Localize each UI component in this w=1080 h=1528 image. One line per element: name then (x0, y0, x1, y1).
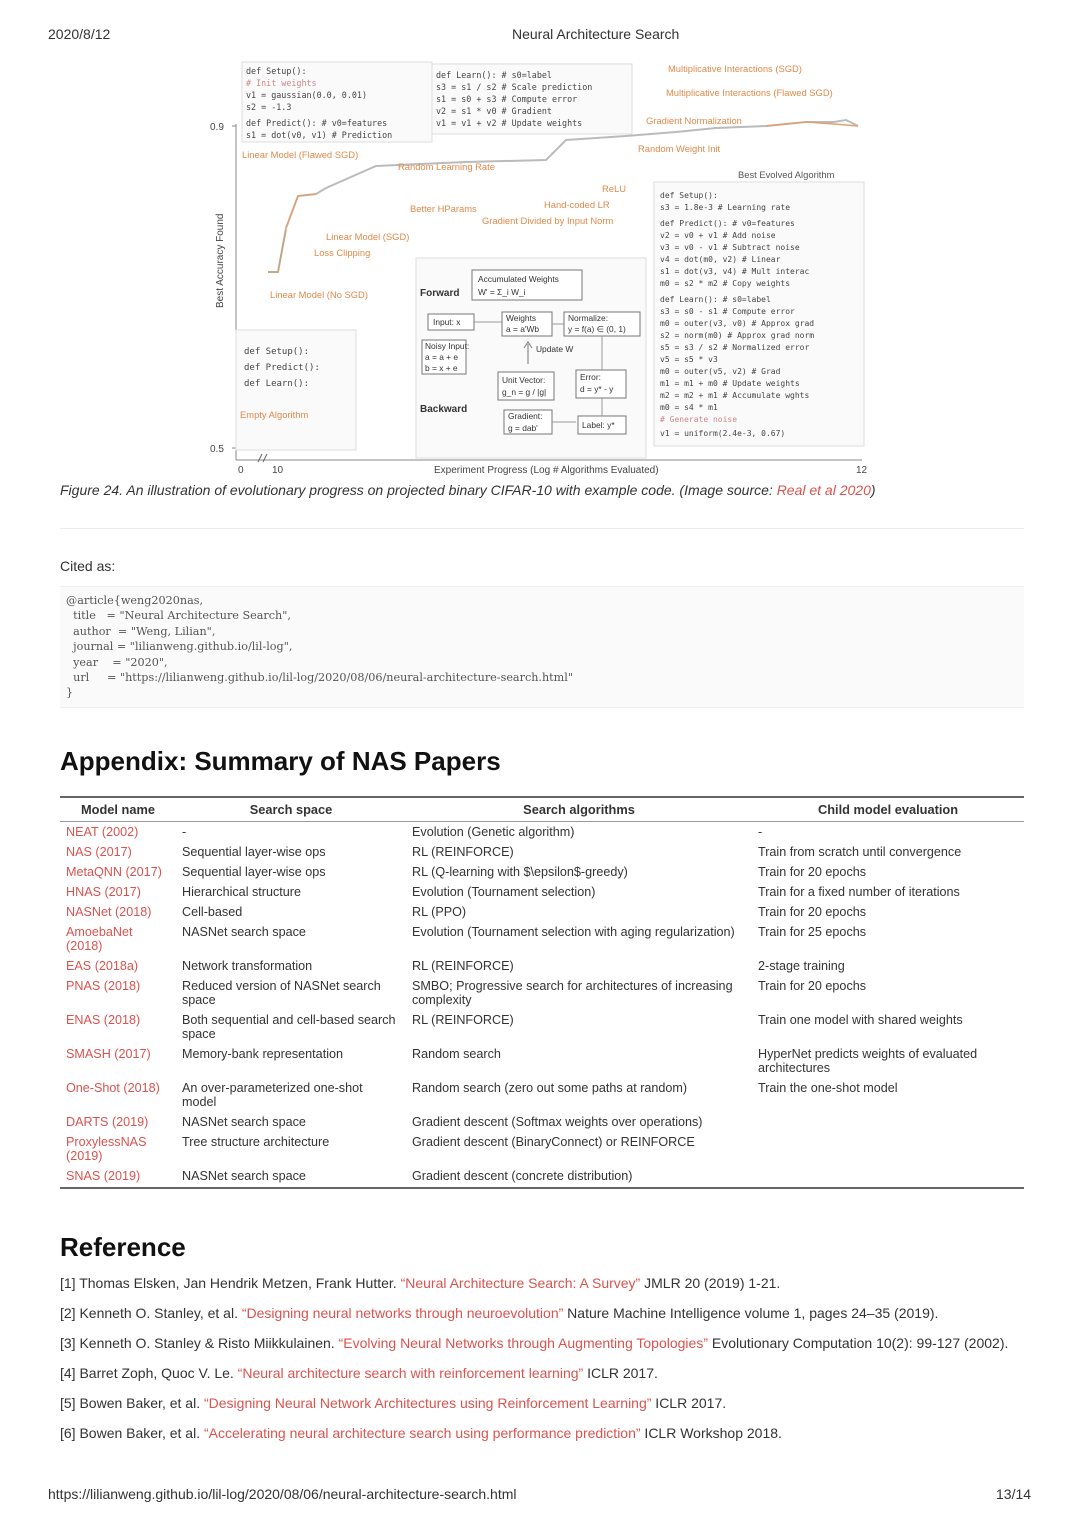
table-body (60, 822, 1024, 1189)
noisy-eq1: a = a + e (425, 352, 459, 362)
acc-weights: Accumulated Weights (478, 274, 559, 284)
annotation: Gradient Normalization (646, 115, 742, 126)
table-row (60, 976, 1024, 1010)
code-line: def Learn(): (244, 379, 310, 389)
y-axis-label: Best Accuracy Found (215, 213, 226, 308)
reference-link[interactable]: “Designing Neural Network Architectures using Reinforcement Learning” (203, 1395, 652, 1411)
noisy-box: Noisy Input: (425, 341, 470, 351)
table-cell: - (758, 825, 763, 839)
annotation: Linear Model (No SGD) (270, 289, 368, 300)
table-cell (752, 1132, 1024, 1166)
code-line: def Predict(): # v0=features (246, 118, 388, 128)
annotation: Random Weight Init (638, 143, 721, 154)
model-name-link[interactable]: PNAS (2018) (66, 979, 141, 993)
divider (60, 528, 1024, 529)
reference-venue: Evolutionary Computation 10(2): 99-127 (2002). (707, 1335, 1009, 1351)
code-line: m1 = m1 + m0 # Update weights (660, 379, 800, 388)
table-cell: SMBO; Progressive search for architectures of increasing complexity (412, 979, 733, 1007)
code-line: s2 = -1.3 (246, 102, 292, 112)
code-line: def Setup(): (246, 66, 307, 76)
table-cell: NASNet search space (182, 925, 306, 939)
reference-venue: ICLR Workshop 2018. (640, 1425, 782, 1441)
reference-venue: ICLR 2017. (651, 1395, 727, 1411)
error-eq: d = y* - y (580, 384, 614, 394)
table-cell: Gradient descent (concrete distribution) (406, 1166, 752, 1188)
annotation: Gradient Divided by Input Norm (482, 215, 614, 226)
appendix-heading: Appendix: Summary of NAS Papers (60, 746, 501, 776)
code-line: # Init weights (246, 78, 317, 88)
page-number: 13/14 (996, 1486, 1032, 1502)
annotation: Multiplicative Interactions (SGD) (668, 63, 802, 74)
noisy-eq2: b = x + e (425, 363, 458, 373)
evolution-figure (206, 58, 876, 478)
table-cell: Memory-bank representation (182, 1047, 343, 1061)
table-row (60, 1132, 1024, 1166)
table-cell: Random search (zero out some paths at random) (412, 1081, 688, 1095)
table-cell: Train for 20 epochs (758, 865, 867, 879)
code-line: def Predict(): (244, 363, 320, 373)
reference-item (60, 1305, 1020, 1321)
forward-label: Forward (420, 288, 460, 299)
reference-item (60, 1275, 1020, 1291)
code-line: def Setup(): (244, 347, 310, 357)
code-line: # Generate noise (660, 415, 738, 424)
citation-codeblock (60, 586, 1024, 708)
label-box: Label: y* (582, 420, 615, 430)
table-cell: Evolution (Genetic algorithm) (412, 825, 575, 839)
reference-authors: [3] Kenneth O. Stanley & Risto Miikkulainen. (60, 1335, 339, 1351)
code-line: s1 = dot(v3, v4) # Mult interac (660, 267, 810, 276)
code-line: v2 = v0 + v1 # Add noise (660, 231, 776, 240)
table-row (60, 1166, 1024, 1188)
code-line: m2 = m2 + m1 # Accumulate wghts (660, 391, 810, 400)
x-tick-0: 0 (238, 465, 244, 476)
table-row (60, 1010, 1024, 1044)
caption-link[interactable]: Real et al 2020 (776, 482, 871, 498)
code-line: m0 = s2 * m2 # Copy weights (660, 279, 791, 288)
code-line: v3 = v0 - v1 # Subtract noise (660, 243, 800, 252)
gradient-box: Gradient: (508, 411, 543, 421)
column-header: Search space (176, 797, 406, 822)
model-name-link[interactable]: EAS (2018a) (66, 959, 139, 973)
table-cell: HyperNet predicts weights of evaluated architectures (758, 1047, 978, 1075)
y-tick-05: 0.5 (210, 444, 224, 455)
table-cell: RL (PPO) (412, 905, 467, 919)
table-row (60, 1078, 1024, 1112)
citation-code: @article{weng2020nas, title = "Neural Architecture Search", author = "Weng, Lilian", journal = "lilianweng.github.io/lil-log", year = "2020", url = "https://lilianweng.github.io/lil-log/2020/08/06/neural-architecture-search.html" } (66, 594, 574, 700)
table-cell: Hierarchical structure (182, 885, 301, 899)
code-line: m0 = outer(v3, v0) # Approx grad (660, 319, 815, 328)
code-line: v2 = s1 * v0 # Gradient (436, 106, 552, 116)
code-line: s1 = s0 + s3 # Compute error (436, 94, 578, 104)
table-cell: RL (Q-learning with $\epsilon$-greedy) (412, 865, 628, 879)
gradient-eq: g = dab' (508, 423, 538, 433)
footer-url: https://lilianweng.github.io/lil-log/2020/08/06/neural-architecture-search.html (48, 1486, 517, 1502)
update-w: Update W (536, 344, 574, 354)
model-name-link[interactable]: ProxylessNAS (2019) (66, 1135, 147, 1163)
reference-link[interactable]: “Designing neural networks through neuroevolution” (241, 1305, 564, 1321)
code-line: s1 = dot(v0, v1) # Prediction (246, 130, 393, 140)
table-cell: Sequential layer-wise ops (182, 865, 326, 879)
table-row (60, 902, 1024, 922)
reference-link[interactable]: “Accelerating neural architecture search using performance prediction” (203, 1425, 641, 1441)
table-cell: RL (REINFORCE) (412, 959, 514, 973)
model-name-link[interactable]: AmoebaNet (2018) (66, 925, 133, 953)
annotation: Empty Algorithm (240, 409, 309, 420)
reference-link[interactable]: “Neural architecture search with reinforcement learning” (237, 1365, 584, 1381)
table-cell: An over-parameterized one-shot model (182, 1081, 363, 1109)
model-name-link[interactable]: NEAT (2002) (66, 825, 139, 839)
normalize-box: Normalize: (568, 313, 609, 323)
table-cell: Both sequential and cell-based search space (182, 1013, 396, 1041)
error-box: Error: (580, 372, 601, 382)
table-row (60, 842, 1024, 862)
annotation: Linear Model (SGD) (326, 231, 410, 242)
input-x: Input: x (433, 317, 461, 327)
table-row (60, 822, 1024, 843)
reference-venue: ICLR 2017. (583, 1365, 658, 1381)
reference-list (60, 1275, 1020, 1455)
code-line: v4 = dot(m0, v2) # Linear (660, 255, 781, 264)
code-line: def Setup(): (660, 191, 718, 200)
weights-eq: a = a'Wb (506, 324, 540, 334)
annotation: Random Learning Rate (398, 161, 495, 172)
reference-item (60, 1395, 1020, 1411)
table-cell: RL (REINFORCE) (412, 1013, 514, 1027)
code-line: v5 = s5 * v3 (660, 355, 718, 364)
print-title: Neural Architecture Search (512, 26, 680, 42)
annotation: Loss Clipping (314, 247, 371, 258)
table-cell: Train for 20 epochs (758, 979, 867, 993)
code-line: v1 = gaussian(0.0, 0.01) (246, 90, 368, 100)
reference-authors: [1] Thomas Elsken, Jan Hendrik Metzen, Frank Hutter. (60, 1275, 401, 1291)
table-cell (752, 1112, 1024, 1132)
normalize-eq: y = f(a) ∈ (0, 1) (568, 324, 626, 334)
reference-authors: [4] Barret Zoph, Quoc V. Le. (60, 1365, 238, 1381)
annotation: Linear Model (Flawed SGD) (242, 149, 359, 160)
code-line: s2 = norm(m0) # Approx grad norm (660, 331, 815, 340)
code-line: def Learn(): # s0=label (660, 295, 771, 304)
table-row (60, 922, 1024, 956)
code-line: s3 = s0 - s1 # Compute error (660, 307, 795, 316)
model-name-link[interactable]: MetaQNN (2017) (66, 865, 162, 879)
reference-link[interactable]: “Evolving Neural Networks through Augmenting Topologies” (338, 1335, 708, 1351)
table-row (60, 1044, 1024, 1078)
table-cell: Train for 25 epochs (758, 925, 867, 939)
model-name-link[interactable]: SNAS (2019) (60, 1166, 176, 1188)
reference-authors: [6] Bowen Baker, et al. (60, 1425, 204, 1441)
code-line: def Learn(): # s0=label (436, 70, 552, 80)
unit-vector: Unit Vector: (502, 375, 546, 385)
reference-item (60, 1425, 1020, 1441)
x-tick-10: 10 (272, 465, 284, 476)
annotation: Multiplicative Interactions (Flawed SGD) (666, 87, 833, 98)
code-line: s5 = s3 / s2 # Normalized error (660, 343, 810, 352)
nas-summary-table (60, 796, 1024, 1189)
print-date: 2020/8/12 (48, 26, 111, 42)
table-row (60, 1112, 1024, 1132)
code-line: m0 = outer(v5, v2) # Grad (660, 367, 781, 376)
table-cell: Gradient descent (BinaryConnect) or REINFORCE (412, 1135, 695, 1149)
reference-item (60, 1335, 1020, 1351)
x-tick-12: 12 (856, 465, 868, 476)
code-line: s3 = s1 / s2 # Scale prediction (436, 82, 593, 92)
reference-authors: [2] Kenneth O. Stanley, et al. (60, 1305, 242, 1321)
model-name-link[interactable]: HNAS (2017) (66, 885, 141, 899)
acc-weights-eq: W' = Σ_i W_i (478, 287, 526, 297)
reference-venue: JMLR 20 (2019) 1-21. (640, 1275, 781, 1291)
reference-item (60, 1365, 1020, 1381)
unit-vector-eq: g_n = g / |g| (502, 387, 547, 397)
column-header: Child model evaluation (752, 797, 1024, 822)
code-line: s3 = 1.8e-3 # Learning rate (660, 203, 791, 212)
code-line: v1 = v1 + v2 # Update weights (436, 118, 583, 128)
reference-venue: Nature Machine Intelligence volume 1, pages 24–35 (2019). (563, 1305, 939, 1321)
table-cell: Train from scratch until convergence (758, 845, 962, 859)
weights-box: Weights (506, 313, 537, 323)
model-name-link[interactable]: SMASH (2017) (66, 1047, 151, 1061)
table-row (60, 862, 1024, 882)
model-name-link[interactable]: ENAS (2018) (66, 1013, 141, 1027)
table-cell: Network transformation (182, 959, 313, 973)
table-cell: Train the one-shot model (758, 1081, 898, 1095)
table-cell: RL (REINFORCE) (412, 845, 514, 859)
figure-caption: Figure 24. An illustration of evolutionary progress on projected binary CIFAR-10 with example code. (Image source: Real et al 2020) (60, 482, 876, 498)
table-row (60, 882, 1024, 902)
annotation: Better HParams (410, 203, 477, 214)
table-cell: Tree structure architecture (182, 1135, 330, 1149)
column-header: Model name (60, 797, 176, 822)
code-line: v1 = uniform(2.4e-3, 0.67) (660, 429, 786, 438)
table-cell: Train for a fixed number of iterations (758, 885, 960, 899)
model-name-link[interactable]: NASNet (2018) (66, 905, 152, 919)
table-cell: Gradient descent (Softmax weights over operations) (412, 1115, 703, 1129)
reference-link[interactable]: “Neural Architecture Search: A Survey” (400, 1275, 641, 1291)
table-cell: NASNet search space (182, 1115, 306, 1129)
model-name-link[interactable]: One-Shot (2018) (66, 1081, 160, 1095)
y-tick-09: 0.9 (210, 122, 224, 133)
reference-authors: [5] Bowen Baker, et al. (60, 1395, 204, 1411)
column-header: Search algorithms (406, 797, 752, 822)
code-empty (244, 347, 320, 389)
annotation: Hand-coded LR (544, 199, 610, 210)
table-cell: Train one model with shared weights (758, 1013, 963, 1027)
table-row (60, 956, 1024, 976)
reference-heading: Reference (60, 1232, 186, 1262)
annotation: Best Evolved Algorithm (738, 169, 835, 180)
model-name-link[interactable]: DARTS (2019) (66, 1115, 149, 1129)
x-axis-label: Experiment Progress (Log # Algorithms Evaluated) (434, 465, 659, 476)
code-line: m0 = s4 * m1 (660, 403, 718, 412)
table-cell: Evolution (Tournament selection with aging regularization) (412, 925, 735, 939)
table-cell: 2-stage training (758, 959, 845, 973)
table-cell: Reduced version of NASNet search space (182, 979, 381, 1007)
cited-as-label: Cited as: (60, 558, 116, 574)
table-cell: Cell-based (182, 905, 243, 919)
table-cell: Sequential layer-wise ops (182, 845, 326, 859)
code-line: def Predict(): # v0=features (660, 219, 795, 228)
table-cell: - (182, 825, 187, 839)
model-name-link[interactable]: NAS (2017) (66, 845, 132, 859)
table-cell (752, 1166, 1024, 1188)
annotation: ReLU (602, 183, 626, 194)
backward-label: Backward (420, 404, 468, 415)
table-cell: Random search (412, 1047, 501, 1061)
table-cell: NASNet search space (176, 1166, 406, 1188)
table-cell: Evolution (Tournament selection) (412, 885, 596, 899)
table-cell: Train for 20 epochs (758, 905, 867, 919)
